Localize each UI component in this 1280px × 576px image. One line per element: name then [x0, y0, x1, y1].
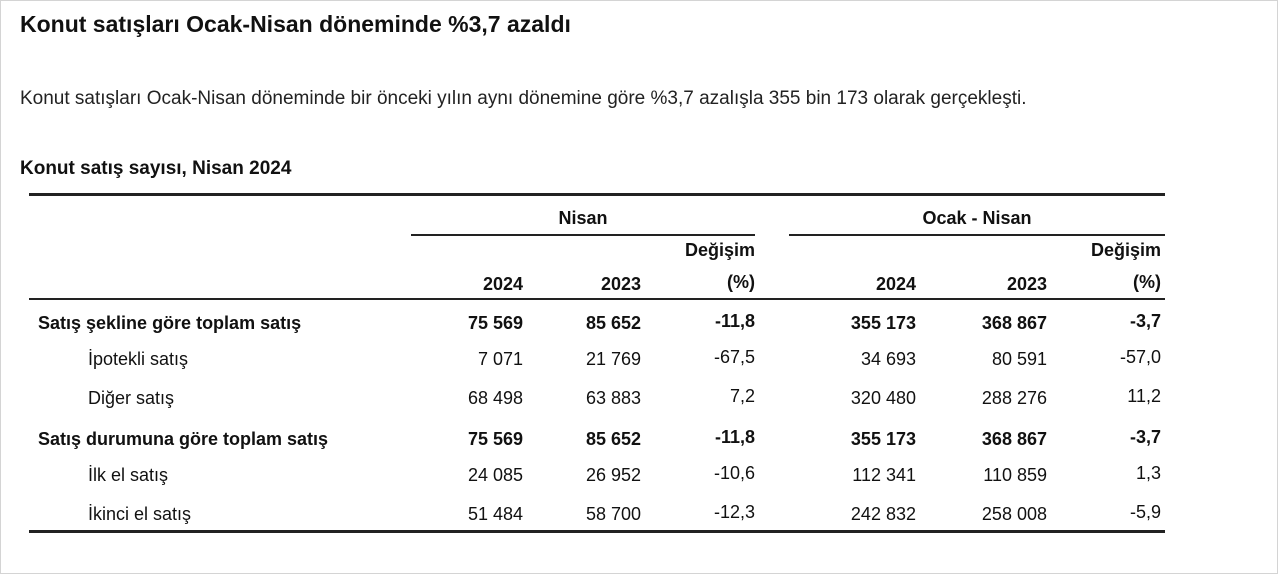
cell-ocak-nisan-2023: 288 276 [981, 388, 1047, 408]
cell-ocak-nisan-change: -5,9 [1129, 502, 1161, 522]
group-header-ocak-nisan: Ocak - Nisan [922, 208, 1032, 228]
group-rule-ocak-nisan [789, 234, 1165, 236]
table-title: Konut satış sayısı, Nisan 2024 [20, 158, 292, 179]
row-label: Satış durumuna göre toplam satış [38, 429, 329, 449]
row-label: Diğer satış [88, 388, 175, 408]
cell-nisan-change: 7,2 [729, 386, 755, 406]
cell-nisan-2023: 58 700 [585, 504, 641, 524]
cell-ocak-nisan-2023: 258 008 [981, 504, 1047, 524]
cell-ocak-nisan-2024: 355 173 [850, 429, 916, 449]
table-bottom-rule [29, 530, 1165, 533]
header-nisan-change-bottom: (%) [727, 272, 755, 292]
header-nisan-2023: 2023 [600, 274, 641, 294]
cell-nisan-change: -11,8 [714, 311, 755, 331]
cell-nisan-change: -11,8 [714, 427, 755, 447]
cell-ocak-nisan-2024: 112 341 [852, 465, 916, 485]
cell-nisan-2024: 7 071 [477, 349, 523, 369]
table-top-rule [29, 193, 1165, 196]
cell-nisan-2024: 75 569 [467, 429, 523, 449]
cell-nisan-2024: 75 569 [467, 313, 523, 333]
row-label: İlk el satış [88, 465, 169, 485]
cell-ocak-nisan-2024: 320 480 [850, 388, 916, 408]
cell-ocak-nisan-2024: 355 173 [850, 313, 916, 333]
group-header-nisan: Nisan [558, 208, 608, 228]
cell-ocak-nisan-2023: 368 867 [981, 429, 1047, 449]
cell-ocak-nisan-2024: 242 832 [850, 504, 916, 524]
cell-ocak-nisan-2023: 110 859 [983, 465, 1047, 485]
cell-nisan-2023: 63 883 [585, 388, 641, 408]
cell-nisan-2024: 24 085 [467, 465, 523, 485]
cell-ocak-nisan-change: -57,0 [1119, 347, 1161, 367]
cell-nisan-2024: 68 498 [467, 388, 523, 408]
header-ocak-2024: 2024 [875, 274, 916, 294]
header-ocak-2023: 2023 [1006, 274, 1047, 294]
header-bottom-rule [29, 298, 1165, 300]
lead-paragraph: Konut satışları Ocak-Nisan döneminde bir önceki yılın aynı dönemine göre %3,7 azalışla 355 bin 173 olarak gerçekleşti. [20, 88, 1027, 109]
cell-ocak-nisan-change: -3,7 [1129, 311, 1161, 331]
cell-nisan-change: -10,6 [713, 463, 755, 483]
cell-ocak-nisan-2024: 34 693 [860, 349, 916, 369]
cell-ocak-nisan-2023: 368 867 [981, 313, 1047, 333]
cell-nisan-2023: 26 952 [585, 465, 641, 485]
cell-ocak-nisan-change: -3,7 [1129, 427, 1161, 447]
header-nisan-2024: 2024 [482, 274, 523, 294]
cell-ocak-nisan-change: 11,2 [1127, 386, 1161, 406]
header-ocak-change-bottom: (%) [1133, 272, 1161, 292]
cell-ocak-nisan-change: 1,3 [1135, 463, 1161, 483]
cell-nisan-2023: 21 769 [585, 349, 641, 369]
cell-ocak-nisan-2023: 80 591 [991, 349, 1047, 369]
header-nisan-change-top: Değişim [684, 240, 755, 260]
cell-nisan-2024: 51 484 [467, 504, 523, 524]
cell-nisan-2023: 85 652 [585, 429, 641, 449]
row-label: İkinci el satış [88, 504, 192, 524]
cell-nisan-change: -12,3 [713, 502, 755, 522]
row-label: Satış şekline göre toplam satış [38, 313, 302, 333]
header-ocak-change-top: Değişim [1090, 240, 1161, 260]
group-rule-nisan [411, 234, 755, 236]
row-label: İpotekli satış [88, 349, 189, 369]
page-title: Konut satışları Ocak-Nisan döneminde %3,7 azaldı [20, 11, 571, 37]
cell-nisan-change: -67,5 [713, 347, 755, 367]
housing-sales-table [1, 1, 1279, 575]
cell-nisan-2023: 85 652 [585, 313, 641, 333]
